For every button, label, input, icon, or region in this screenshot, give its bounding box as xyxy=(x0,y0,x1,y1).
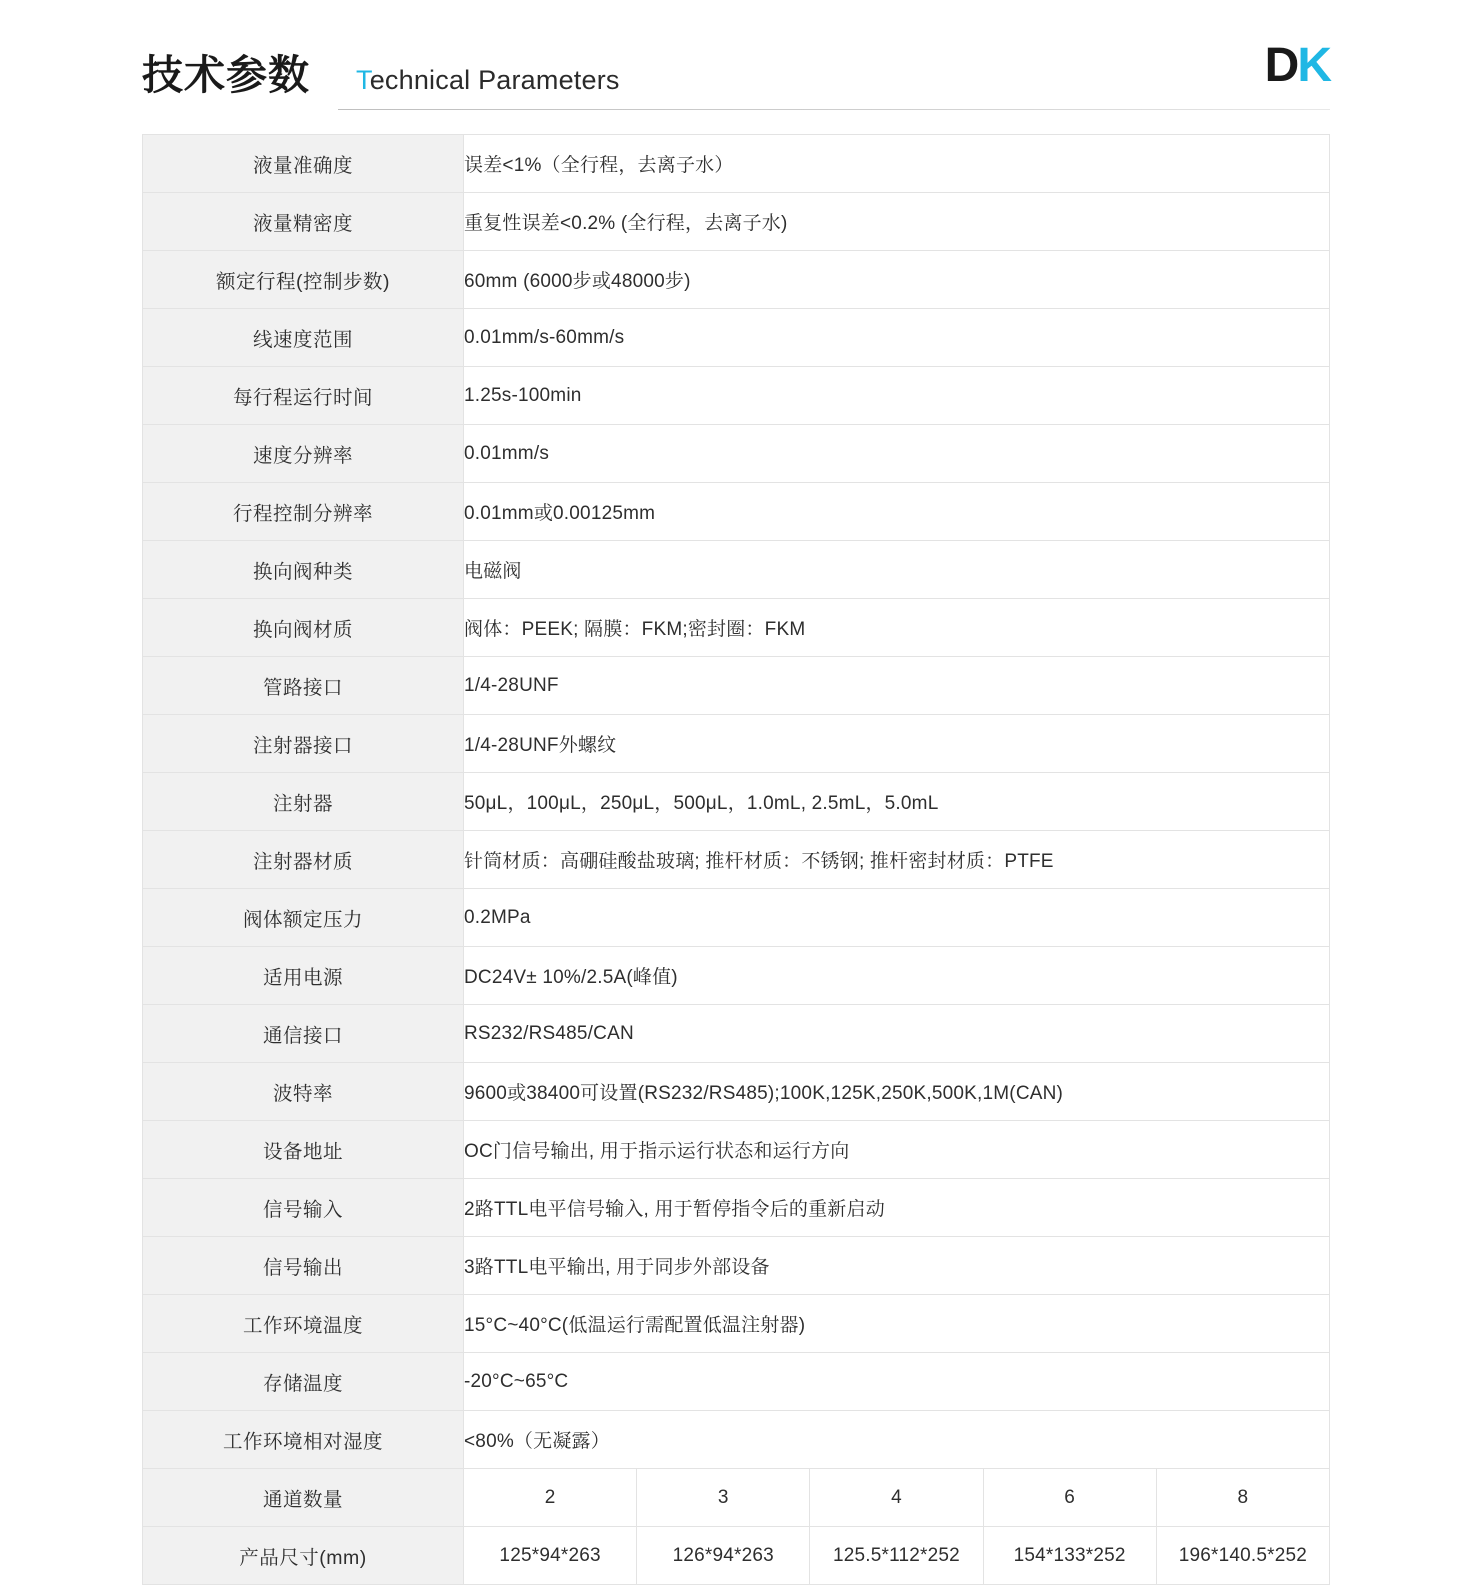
row-value: 1.25s-100min xyxy=(464,367,1330,425)
table-row xyxy=(143,1353,1330,1411)
row-value: 15°C~40°C(低温运行需配置低温注射器) xyxy=(464,1295,1330,1353)
product-size-cell: 125.5*112*252 xyxy=(810,1527,983,1585)
row-label-text: 通道数量 xyxy=(262,1488,343,1511)
row-label-text: 速度分辨率 xyxy=(252,444,353,467)
channel-count-cell: 3 xyxy=(637,1469,810,1527)
row-value: 电磁阀 xyxy=(464,541,1330,599)
row-label xyxy=(143,1469,464,1527)
row-label xyxy=(143,1063,464,1121)
row-label xyxy=(143,1295,464,1353)
page-title-cn: 技术参数 xyxy=(142,52,310,98)
row-label-text: 注射器接口 xyxy=(252,734,353,757)
row-label xyxy=(143,773,464,831)
table-row xyxy=(143,483,1330,541)
channel-count-cell: 8 xyxy=(1156,1469,1329,1527)
table-row xyxy=(143,1063,1330,1121)
row-value: 针筒材质：高硼硅酸盐玻璃; 推杆材质：不锈钢; 推杆密封材质：PTFE xyxy=(464,831,1330,889)
row-label-text: 行程控制分辨率 xyxy=(232,502,373,525)
page-title-en-wrapper xyxy=(338,67,1330,96)
row-value: 1/4-28UNF外螺纹 xyxy=(464,715,1330,773)
row-label xyxy=(143,1411,464,1469)
product-size-cell: 154*133*252 xyxy=(983,1527,1156,1585)
row-value: 60mm (6000步或48000步) xyxy=(464,251,1330,309)
row-value: 0.01mm/s xyxy=(464,425,1330,483)
row-value: 阀体：PEEK; 隔膜：FKM;密封圈：FKM xyxy=(464,599,1330,657)
row-label xyxy=(143,831,464,889)
row-label xyxy=(143,657,464,715)
table-row xyxy=(143,947,1330,1005)
table-row xyxy=(143,367,1330,425)
row-label-text: 工作环境相对湿度 xyxy=(222,1430,383,1453)
row-label xyxy=(143,715,464,773)
table-row xyxy=(143,1411,1330,1469)
page-header xyxy=(0,0,1480,96)
row-label-text: 通信接口 xyxy=(262,1024,343,1047)
row-value: OC门信号输出, 用于指示运行状态和运行方向 xyxy=(464,1121,1330,1179)
row-label xyxy=(143,425,464,483)
row-label-text: 液量准确度 xyxy=(252,154,353,177)
row-label xyxy=(143,1353,464,1411)
row-value: 50μL，100μL，250μL，500μL，1.0mL, 2.5mL，5.0mL xyxy=(464,773,1330,831)
row-value: <80%（无凝露） xyxy=(464,1411,1330,1469)
row-label-text: 工作环境温度 xyxy=(242,1314,363,1337)
channel-count-cell: 4 xyxy=(810,1469,983,1527)
row-label xyxy=(143,483,464,541)
title-en-rest: echnical Parameters xyxy=(369,65,620,95)
row-label xyxy=(143,947,464,1005)
row-label xyxy=(143,135,464,193)
table-row xyxy=(143,193,1330,251)
row-label xyxy=(143,1005,464,1063)
table-row xyxy=(143,425,1330,483)
page-title-en xyxy=(338,67,1330,94)
row-label xyxy=(143,1237,464,1295)
row-value: 2路TTL电平信号输入, 用于暂停指令后的重新启动 xyxy=(464,1179,1330,1237)
row-value: 0.01mm/s-60mm/s xyxy=(464,309,1330,367)
table-row xyxy=(143,831,1330,889)
row-label-text: 管路接口 xyxy=(262,676,343,699)
row-label xyxy=(143,251,464,309)
row-label-text: 阀体额定压力 xyxy=(242,908,363,931)
row-label-text: 存储温度 xyxy=(262,1372,343,1395)
row-value: 9600或38400可设置(RS232/RS485);100K,125K,250K,500K,1M(CAN) xyxy=(464,1063,1330,1121)
row-label-text: 适用电源 xyxy=(262,966,343,989)
row-label xyxy=(143,367,464,425)
table-row xyxy=(143,1121,1330,1179)
row-value: 3路TTL电平输出, 用于同步外部设备 xyxy=(464,1237,1330,1295)
table-row xyxy=(143,889,1330,947)
product-size-cell: 196*140.5*252 xyxy=(1156,1527,1329,1585)
table-row xyxy=(143,1295,1330,1353)
table-row xyxy=(143,251,1330,309)
product-size-cell: 125*94*263 xyxy=(464,1527,637,1585)
row-label-text: 注射器材质 xyxy=(252,850,353,873)
technical-parameters-table xyxy=(142,134,1330,1585)
row-label-text: 设备地址 xyxy=(262,1140,343,1163)
row-value: -20°C~65°C xyxy=(464,1353,1330,1411)
row-label xyxy=(143,889,464,947)
row-label xyxy=(143,309,464,367)
row-label-text: 线速度范围 xyxy=(252,328,353,351)
row-label-text: 信号输入 xyxy=(262,1198,343,1221)
row-label-text: 注射器 xyxy=(272,792,333,815)
logo-letter-d: D xyxy=(1264,39,1298,92)
row-label xyxy=(143,193,464,251)
channel-count-cell: 2 xyxy=(464,1469,637,1527)
row-value: 重复性误差<0.2% (全行程，去离子水) xyxy=(464,193,1330,251)
product-size-cell: 126*94*263 xyxy=(637,1527,810,1585)
row-label-text: 换向阀材质 xyxy=(252,618,353,641)
spec-table-body xyxy=(143,135,1330,1585)
row-label-text: 波特率 xyxy=(272,1082,333,1105)
brand-logo xyxy=(1264,39,1330,92)
row-label-text: 换向阀种类 xyxy=(252,560,353,583)
header-divider xyxy=(338,109,1330,110)
row-value: 0.01mm或0.00125mm xyxy=(464,483,1330,541)
channel-count-cell: 6 xyxy=(983,1469,1156,1527)
row-label xyxy=(143,1527,464,1585)
table-row-product-size xyxy=(143,1527,1330,1585)
row-value: 误差<1%（全行程，去离子水） xyxy=(464,135,1330,193)
row-label-text: 额定行程(控制步数) xyxy=(216,270,390,293)
row-value: 1/4-28UNF xyxy=(464,657,1330,715)
title-en-accent-letter: T xyxy=(356,65,370,95)
table-row-channel-count xyxy=(143,1469,1330,1527)
table-row xyxy=(143,599,1330,657)
table-row xyxy=(143,309,1330,367)
row-label-text: 信号输出 xyxy=(262,1256,343,1279)
row-label xyxy=(143,541,464,599)
table-row xyxy=(143,541,1330,599)
spec-table-wrapper xyxy=(142,134,1330,1585)
row-label xyxy=(143,1179,464,1237)
table-row xyxy=(143,1005,1330,1063)
row-label xyxy=(143,599,464,657)
row-value: 0.2MPa xyxy=(464,889,1330,947)
row-label-text: 产品尺寸(mm) xyxy=(239,1546,367,1569)
table-row xyxy=(143,1237,1330,1295)
table-row xyxy=(143,1179,1330,1237)
table-row xyxy=(143,773,1330,831)
row-label-text: 液量精密度 xyxy=(252,212,353,235)
table-row xyxy=(143,715,1330,773)
row-value: DC24V± 10%/2.5A(峰值) xyxy=(464,947,1330,1005)
row-value: RS232/RS485/CAN xyxy=(464,1005,1330,1063)
logo-letter-k: K xyxy=(1297,39,1330,92)
table-row xyxy=(143,135,1330,193)
row-label xyxy=(143,1121,464,1179)
row-label-text: 每行程运行时间 xyxy=(232,386,373,409)
table-row xyxy=(143,657,1330,715)
